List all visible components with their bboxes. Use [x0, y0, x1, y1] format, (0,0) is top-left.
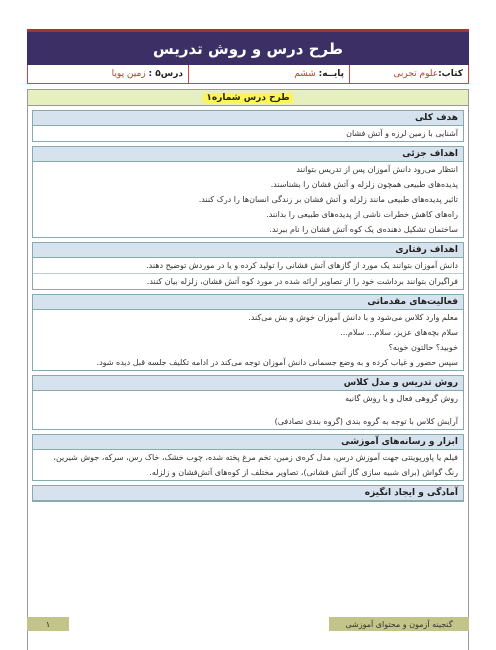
section-partial-goals [32, 146, 464, 238]
section-intro-activities [32, 294, 464, 371]
section-heading: هدف کلی [33, 111, 463, 126]
page-content [27, 29, 469, 650]
section-heading: فعالیت‌های مقدماتی [33, 295, 463, 310]
section-line: آشنایی با زمین لرزه و آتش فشان [346, 129, 458, 138]
page-footer [27, 617, 469, 631]
info-row [27, 65, 469, 84]
section-teaching-method [32, 375, 464, 430]
lesson-cell [28, 65, 188, 83]
section-line: آرایش کلاس با توجه به گروه بندی (گروه بندی تصادفی) [274, 417, 458, 426]
book-value: علوم تجربی [393, 69, 439, 79]
section-line: تاثیر پدیده‌های طبیعی مانند زلزله و آتش فشان بر زندگی انسان‌ها را درک کنند. [198, 195, 458, 204]
section-line: خوبید؟ حالتون خوبه؟ [388, 343, 458, 352]
section-line: دانش آموزان بتوانند یک مورد از گازهای آتش فشانی را تولید کرده و یا در موردش توضیح دهند. [146, 261, 458, 270]
grade-value: ششم [294, 69, 316, 79]
section-heading: روش تدریس و مدل کلاس [33, 376, 463, 391]
lesson-label: درس۵ : [148, 69, 183, 79]
grade-cell [188, 65, 349, 83]
section-line: فیلم یا پاورپوینتی جهت آموزش درس، مدل کره‌ی زمین، تخم مرغ پخته شده، چوب خشک، خاک رس، سرکه، جوش شیرین، رنگ گواش (برای شبیه سازی گاز آتش فشانی)، تصاویر مختلف از کوه‌های آتش‌فشان و زلزله. [53, 453, 458, 477]
grade-label: پایــه: [318, 69, 344, 79]
lesson-value: زمین پویا [111, 69, 146, 79]
section-behavioral-goals [32, 242, 464, 290]
section-line: ساختمان تشکیل دهنده‌ی یک کوه آتش فشان را نام ببرند. [269, 225, 458, 234]
blank-line [33, 406, 463, 414]
plan-title: طرح درس شماره۱ [203, 93, 292, 103]
page-number: ۱ [27, 617, 69, 631]
section-heading: اهداف رفتاری [33, 243, 463, 258]
section-line: انتظار می‌رود دانش آموزان پس از تدریس بتوانند [296, 165, 458, 174]
section-general-goal [32, 110, 464, 142]
section-line: پدیده‌های طبیعی همچون زلزله و آتش فشان را بشناسند. [270, 180, 458, 189]
section-heading: آمادگی و ایجاد انگیزه [33, 486, 463, 501]
section-line: معلم وارد کلاس می‌شود و با دانش آموزان خوش و بش می‌کند. [248, 313, 458, 322]
book-cell [349, 65, 468, 83]
section-motivation [32, 485, 464, 502]
section-line: فراگیران بتوانند برداشت خود را از تصاویر ارائه شده در مورد کوه آتش فشان، زلزله بیان کنند. [33, 273, 463, 289]
section-line: روش گروهی فعال و یا روش گانیه [345, 394, 458, 403]
book-label: کتاب: [438, 69, 463, 79]
plan-title-bar [28, 90, 468, 106]
footer-brand: گنجینه آزمون و محتوای آموزشی [329, 617, 469, 631]
section-line: راه‌های کاهش خطرات ناشی از پدیده‌های طبیعی را بدانند. [266, 210, 458, 219]
section-tools-media [32, 434, 464, 481]
section-heading: ابزار و رسانه‌های آموزشی [33, 435, 463, 450]
section-heading: اهداف جزئی [33, 147, 463, 162]
page-title: طرح درس و روش تدریس [27, 29, 469, 65]
section-line: سپس حضور و غیاب کرده و به وضع جسمانی دانش آموزان توجه می‌کند در ادامه تکلیف جلسه قبل دیده شود. [96, 358, 458, 367]
section-line: سلام بچه‌های عزیز، سلام... سلام... [340, 328, 458, 337]
footer-spacer [69, 617, 329, 631]
lesson-plan [27, 89, 469, 650]
